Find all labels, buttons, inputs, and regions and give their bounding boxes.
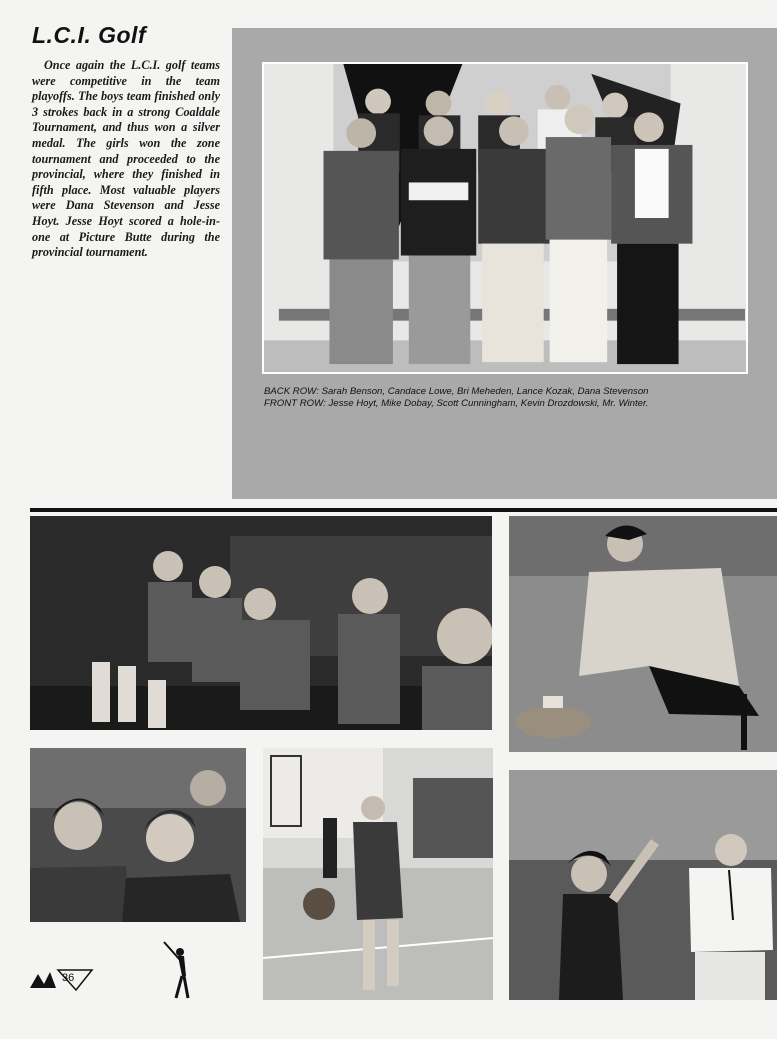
dribble-photo bbox=[263, 748, 493, 1000]
curling-photo bbox=[509, 516, 777, 752]
photo-caption bbox=[264, 386, 744, 410]
caption-front-row: FRONT ROW: Jesse Hoyt, Mike Dobay, Scott Cunningham, Kevin Drozdowski, Mr. Winter. bbox=[264, 398, 649, 409]
golfer-icon bbox=[160, 940, 200, 1002]
caption-back-row: BACK ROW: Sarah Benson, Candace Lowe, Bri Meheden, Lance Kozak, Dana Stevenson bbox=[264, 386, 649, 397]
players-photo bbox=[30, 748, 246, 922]
bench-photo bbox=[30, 516, 492, 730]
page-title: L.C.I. Golf bbox=[32, 22, 147, 48]
section-divider bbox=[30, 508, 777, 512]
referee-photo bbox=[509, 770, 777, 1000]
story-text: Once again the L.C.I. golf teams were competitive in the team playoffs. The boys team finished only 3 strokes back in a strong Coaldale Tournament, and thus won a silver medal. The girls won the zone tournament and proceeded to the provincial, where they finished in fifth place. Most valuable players were Dana Stevenson and Jesse Hoyt. Jesse Hoyt scored a hole-in-one at Picture Butte during the provincial tournament. bbox=[32, 58, 220, 260]
page-number: 36 bbox=[62, 972, 75, 984]
team-photo bbox=[262, 62, 748, 374]
